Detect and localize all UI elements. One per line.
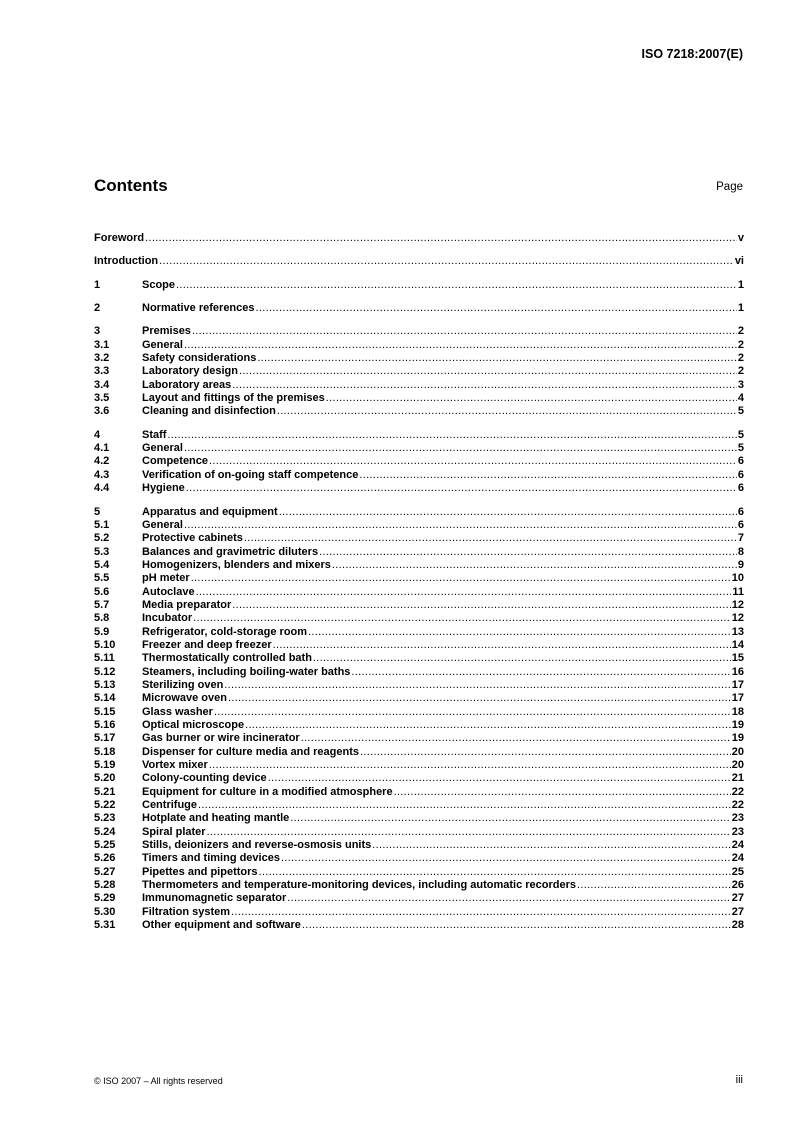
toc-dot-leader bbox=[167, 429, 736, 442]
toc-entry-page: 2 bbox=[737, 338, 744, 351]
toc-entry-number: 3.2 bbox=[94, 352, 110, 365]
toc-entry-page: 17 bbox=[731, 692, 744, 705]
toc-dot-leader bbox=[192, 325, 737, 338]
toc-entry-number: 4.2 bbox=[94, 455, 110, 468]
toc-dot-leader bbox=[239, 365, 737, 378]
toc-entry-title: Layout and fittings of the premises bbox=[142, 392, 325, 405]
toc-dot-leader bbox=[308, 626, 731, 639]
toc-entry-title: Sterilizing oven bbox=[142, 678, 224, 691]
toc-entry-title: General bbox=[142, 338, 183, 351]
toc-entry-title: Thermometers and temperature-monitoring devices, including automatic recorders bbox=[142, 879, 576, 892]
toc-dot-leader bbox=[228, 692, 731, 705]
toc-dot-leader bbox=[209, 759, 731, 772]
toc-entry-page: 20 bbox=[731, 759, 744, 772]
toc-entry-title: Freezer and deep freezer bbox=[142, 638, 272, 651]
toc-entry-number: 5.10 bbox=[94, 638, 116, 651]
toc-entry-page: 13 bbox=[731, 625, 744, 638]
toc-entry-title: Thermostatically controlled bath bbox=[142, 652, 312, 665]
toc-entry-page: 4 bbox=[737, 392, 744, 405]
toc-entry-page: 5 bbox=[737, 405, 744, 418]
toc-entry-title: Scope bbox=[142, 278, 176, 291]
toc-entry-page: 1 bbox=[737, 278, 744, 291]
toc-entry-title: Autoclave bbox=[142, 585, 195, 598]
toc-entry-page: 6 bbox=[737, 468, 744, 481]
toc-entry[interactable] bbox=[94, 599, 744, 612]
toc-entry-page: 24 bbox=[731, 839, 744, 852]
toc-entry-page: 12 bbox=[731, 598, 744, 611]
toc-entry-number: 5.13 bbox=[94, 678, 116, 691]
toc-dot-leader bbox=[268, 772, 731, 785]
toc-entry-number: 5.31 bbox=[94, 919, 116, 932]
toc-entry-number: 3.5 bbox=[94, 392, 110, 405]
toc-entry-page: 22 bbox=[731, 785, 744, 798]
toc-dot-leader bbox=[577, 879, 731, 892]
toc-entry[interactable] bbox=[94, 826, 744, 839]
toc-entry-title: Centrifuge bbox=[142, 799, 197, 812]
toc-entry-number: 5.24 bbox=[94, 825, 116, 838]
toc-entry-title: Incubator bbox=[142, 612, 193, 625]
toc-entry[interactable] bbox=[94, 719, 744, 732]
toc-entry-title: Apparatus and equipment bbox=[142, 505, 278, 518]
toc-entry-number: 5.16 bbox=[94, 719, 116, 731]
toc-entry[interactable] bbox=[94, 852, 744, 865]
toc-entry-title: Steamers, including boiling-water baths bbox=[142, 665, 351, 678]
toc-entry-page: 11 bbox=[732, 585, 744, 598]
toc-dot-leader bbox=[277, 405, 737, 418]
toc-dot-leader bbox=[301, 732, 731, 745]
toc-entry-number: 5.3 bbox=[94, 545, 110, 558]
toc-entry-number: 5.1 bbox=[94, 518, 110, 531]
toc-entry-title: Optical microscope bbox=[142, 719, 245, 731]
toc-dot-leader bbox=[231, 906, 731, 919]
toc-entry[interactable] bbox=[94, 532, 744, 545]
toc-entry-title: Staff bbox=[142, 428, 167, 441]
toc-entry-title: Cleaning and disinfection bbox=[142, 405, 276, 418]
toc-dot-leader bbox=[351, 666, 730, 679]
toc-dot-leader bbox=[232, 379, 737, 392]
page-number: iii bbox=[735, 1074, 743, 1086]
toc-entry[interactable] bbox=[94, 639, 744, 652]
toc-dot-leader bbox=[159, 255, 734, 268]
toc-entry-number: 4.3 bbox=[94, 468, 110, 481]
toc-entry-page: 6 bbox=[737, 482, 744, 495]
toc-entry-number: 5.5 bbox=[94, 572, 110, 585]
toc-entry[interactable] bbox=[94, 365, 744, 378]
toc-dot-leader bbox=[281, 852, 731, 865]
toc-dot-leader bbox=[198, 799, 731, 812]
toc-entry-title: Timers and timing devices bbox=[142, 852, 280, 865]
toc-entry-number: 5.20 bbox=[94, 772, 116, 785]
toc-entry-title: Equipment for culture in a modified atmosphere bbox=[142, 785, 393, 798]
toc-entry-number: 4.1 bbox=[94, 442, 110, 455]
toc-entry-page: 25 bbox=[731, 865, 744, 878]
page-column-label: Page bbox=[716, 181, 743, 193]
toc-dot-leader bbox=[184, 519, 737, 532]
toc-dot-leader bbox=[302, 919, 731, 932]
toc-entry[interactable] bbox=[94, 692, 744, 705]
toc-dot-leader bbox=[326, 392, 737, 405]
toc-entry-number: 3.4 bbox=[94, 378, 110, 391]
toc-entry-number: 5.7 bbox=[94, 598, 110, 611]
toc-entry-page: 23 bbox=[731, 825, 744, 838]
toc-entry-title: Refrigerator, cold-storage room bbox=[142, 625, 308, 638]
toc-dot-leader bbox=[279, 506, 737, 519]
toc-entry-page: 19 bbox=[731, 719, 744, 731]
toc-entry[interactable] bbox=[94, 866, 744, 879]
toc-entry-title: Normative references bbox=[142, 302, 255, 315]
toc-entry-title: Hygiene bbox=[142, 482, 185, 495]
toc-entry-number: 3 bbox=[94, 325, 101, 338]
toc-entry-title: Stills, deionizers and reverse-osmosis units bbox=[142, 839, 372, 852]
toc-entry-page: 10 bbox=[731, 572, 744, 585]
toc-entry-page: 23 bbox=[731, 812, 744, 825]
toc-entry-number: 5.23 bbox=[94, 812, 116, 825]
toc-dot-leader bbox=[245, 719, 731, 732]
toc-entry-page: 14 bbox=[731, 638, 744, 651]
toc-entry[interactable] bbox=[94, 379, 744, 392]
toc-entry-page: 18 bbox=[731, 705, 744, 718]
toc-entry[interactable] bbox=[94, 892, 744, 905]
toc-entry[interactable] bbox=[94, 325, 744, 338]
toc-entry-page: 16 bbox=[731, 665, 744, 678]
toc-entry-page: v bbox=[737, 232, 744, 244]
toc-entry-number: 3.1 bbox=[94, 338, 110, 351]
toc-dot-leader bbox=[319, 546, 737, 559]
toc-entry-title: Vortex mixer bbox=[142, 759, 208, 772]
toc-entry[interactable] bbox=[94, 812, 744, 825]
toc-entry-page: 27 bbox=[731, 905, 744, 918]
toc-entry-title: Filtration system bbox=[142, 905, 231, 918]
toc-entry-number: 1 bbox=[94, 278, 101, 291]
toc-entry[interactable] bbox=[94, 919, 744, 932]
toc-entry-number: 5.25 bbox=[94, 839, 116, 852]
toc-entry[interactable] bbox=[94, 232, 744, 245]
toc-entry[interactable] bbox=[94, 469, 744, 482]
toc-entry[interactable] bbox=[94, 652, 744, 665]
toc-dot-leader bbox=[273, 639, 731, 652]
toc-dot-leader bbox=[184, 442, 737, 455]
toc-entry-title: Laboratory areas bbox=[142, 378, 232, 391]
toc-entry-number: 5.15 bbox=[94, 705, 116, 718]
toc-entry-title: Premises bbox=[142, 325, 191, 338]
toc-dot-leader bbox=[332, 559, 737, 572]
toc-entry-number: 2 bbox=[94, 302, 101, 315]
toc-entry-number: 5.8 bbox=[94, 612, 110, 625]
toc-entry-number: 5.22 bbox=[94, 799, 116, 812]
toc-entry[interactable] bbox=[94, 906, 744, 919]
toc-entry-page: 21 bbox=[731, 772, 744, 785]
toc-dot-leader bbox=[176, 279, 737, 292]
toc-dot-leader bbox=[209, 455, 737, 468]
toc-entry-page: 9 bbox=[737, 558, 744, 571]
toc-dot-leader bbox=[214, 706, 731, 719]
toc-entry-number: 5 bbox=[94, 505, 101, 518]
toc-entry-page: 6 bbox=[737, 518, 744, 531]
toc-entry[interactable] bbox=[94, 786, 744, 799]
toc-entry-title: Dispenser for culture media and reagents bbox=[142, 745, 360, 758]
toc-entry-number: 5.26 bbox=[94, 852, 116, 865]
toc-entry-title: General bbox=[142, 442, 183, 455]
toc-entry-number: 3.3 bbox=[94, 365, 110, 378]
toc-entry[interactable] bbox=[94, 666, 744, 679]
toc-entry[interactable] bbox=[94, 339, 744, 352]
toc-dot-leader bbox=[256, 302, 737, 315]
toc-entry[interactable] bbox=[94, 279, 744, 292]
toc-entry-page: 20 bbox=[731, 745, 744, 758]
toc-entry-page: 24 bbox=[731, 852, 744, 865]
toc-entry-number: 5.17 bbox=[94, 732, 116, 745]
toc-entry-number: 5.21 bbox=[94, 785, 116, 798]
toc-entry-number: 5.6 bbox=[94, 585, 110, 598]
toc-dot-leader bbox=[290, 812, 730, 825]
toc-entry-number: 3.6 bbox=[94, 405, 110, 418]
toc-dot-leader bbox=[224, 679, 730, 692]
toc-dot-leader bbox=[359, 469, 737, 482]
toc-entry[interactable] bbox=[94, 506, 744, 519]
toc-entry-title: Verification of on-going staff competence bbox=[142, 468, 359, 481]
toc-entry[interactable] bbox=[94, 612, 744, 625]
document-identifier: ISO 7218:2007(E) bbox=[641, 47, 743, 61]
toc-entry-page: 15 bbox=[731, 652, 744, 665]
toc-entry-title: Microwave oven bbox=[142, 692, 227, 705]
toc-entry[interactable] bbox=[94, 626, 744, 639]
toc-entry[interactable] bbox=[94, 839, 744, 852]
toc-entry-number: 4 bbox=[94, 428, 101, 441]
toc-entry-number: 5.18 bbox=[94, 745, 116, 758]
toc-entry-page: 6 bbox=[737, 455, 744, 468]
toc-entry-number: 5.9 bbox=[94, 625, 110, 638]
table-of-contents bbox=[94, 232, 744, 933]
toc-entry[interactable] bbox=[94, 405, 744, 418]
toc-dot-leader bbox=[193, 612, 731, 625]
toc-entry-number: 5.2 bbox=[94, 532, 110, 545]
toc-entry[interactable] bbox=[94, 546, 744, 559]
toc-entry[interactable] bbox=[94, 799, 744, 812]
toc-entry-page: 12 bbox=[731, 612, 744, 625]
toc-entry-title: Other equipment and software bbox=[142, 919, 301, 932]
toc-entry[interactable] bbox=[94, 879, 744, 892]
toc-entry-title: Media preparator bbox=[142, 598, 232, 611]
toc-entry-page: 5 bbox=[737, 428, 744, 441]
toc-entry-page: 19 bbox=[731, 732, 744, 745]
toc-dot-leader bbox=[184, 339, 737, 352]
toc-dot-leader bbox=[257, 352, 737, 365]
toc-dot-leader bbox=[196, 586, 732, 599]
toc-entry-page: 3 bbox=[737, 378, 744, 391]
toc-dot-leader bbox=[313, 652, 731, 665]
toc-entry-title: Laboratory design bbox=[142, 365, 238, 378]
toc-entry[interactable] bbox=[94, 482, 744, 495]
copyright-notice: © ISO 2007 – All rights reserved bbox=[94, 1076, 223, 1086]
toc-entry-page: 8 bbox=[737, 545, 744, 558]
toc-dot-leader bbox=[191, 572, 731, 585]
toc-entry[interactable] bbox=[94, 429, 744, 442]
toc-dot-leader bbox=[186, 482, 737, 495]
toc-entry[interactable] bbox=[94, 352, 744, 365]
toc-entry[interactable] bbox=[94, 679, 744, 692]
toc-entry-page: 7 bbox=[737, 532, 744, 545]
toc-dot-leader bbox=[259, 866, 731, 879]
toc-entry[interactable] bbox=[94, 572, 744, 585]
toc-entry[interactable] bbox=[94, 442, 744, 455]
toc-entry-page: 2 bbox=[737, 365, 744, 378]
toc-entry-number: 5.28 bbox=[94, 879, 116, 892]
toc-entry[interactable] bbox=[94, 455, 744, 468]
toc-entry-number: 4.4 bbox=[94, 482, 110, 495]
toc-entry-number: 5.4 bbox=[94, 558, 110, 571]
toc-entry-number: 5.11 bbox=[94, 652, 115, 665]
toc-entry-title: Foreword bbox=[94, 232, 145, 244]
toc-entry-title: Glass washer bbox=[142, 705, 213, 718]
toc-entry-title: pH meter bbox=[142, 572, 190, 585]
toc-entry-title: Competence bbox=[142, 455, 209, 468]
toc-dot-leader bbox=[360, 746, 731, 759]
toc-entry-title: General bbox=[142, 518, 183, 531]
toc-entry-page: 5 bbox=[737, 442, 744, 455]
toc-entry-page: 27 bbox=[731, 892, 744, 905]
toc-entry-page: 1 bbox=[737, 302, 744, 315]
toc-entry-number: 5.12 bbox=[94, 665, 116, 678]
toc-entry-number: 5.19 bbox=[94, 759, 116, 772]
contents-heading: Contents bbox=[94, 176, 168, 195]
toc-entry-title: Hotplate and heating mantle bbox=[142, 812, 290, 825]
toc-entry-page: 17 bbox=[731, 678, 744, 691]
toc-entry-number: 5.14 bbox=[94, 692, 116, 705]
toc-entry-title: Introduction bbox=[94, 255, 159, 268]
toc-entry-title: Protective cabinets bbox=[142, 532, 243, 545]
toc-entry-page: 6 bbox=[737, 505, 744, 518]
toc-entry[interactable] bbox=[94, 706, 744, 719]
toc-dot-leader bbox=[394, 786, 731, 799]
toc-entry-number: 5.30 bbox=[94, 905, 116, 918]
toc-dot-leader bbox=[207, 826, 731, 839]
toc-entry[interactable] bbox=[94, 559, 744, 572]
toc-dot-leader bbox=[287, 892, 730, 905]
toc-entry-number: 5.27 bbox=[94, 865, 116, 878]
toc-dot-leader bbox=[372, 839, 731, 852]
toc-dot-leader bbox=[145, 232, 737, 245]
toc-entry[interactable] bbox=[94, 586, 744, 599]
toc-entry-title: Gas burner or wire incinerator bbox=[142, 732, 300, 745]
toc-entry-page: 22 bbox=[731, 799, 744, 812]
toc-entry[interactable] bbox=[94, 759, 744, 772]
toc-entry-title: Spiral plater bbox=[142, 825, 206, 838]
toc-entry-title: Safety considerations bbox=[142, 352, 257, 365]
toc-entry-title: Pipettes and pipettors bbox=[142, 865, 258, 878]
toc-entry-title: Homogenizers, blenders and mixers bbox=[142, 558, 331, 571]
toc-entry-page: 26 bbox=[731, 879, 744, 892]
toc-dot-leader bbox=[232, 599, 731, 612]
toc-entry[interactable] bbox=[94, 732, 744, 745]
toc-entry-title: Balances and gravimetric diluters bbox=[142, 545, 319, 558]
toc-dot-leader bbox=[244, 532, 737, 545]
toc-entry[interactable] bbox=[94, 519, 744, 532]
toc-entry[interactable] bbox=[94, 772, 744, 785]
toc-entry-number: 5.29 bbox=[94, 892, 116, 905]
toc-entry-page: 2 bbox=[737, 352, 744, 365]
toc-entry[interactable] bbox=[94, 746, 744, 759]
toc-entry[interactable] bbox=[94, 392, 744, 405]
toc-entry[interactable] bbox=[94, 255, 744, 268]
toc-entry-title: Colony-counting device bbox=[142, 772, 267, 785]
toc-entry-page: 28 bbox=[731, 919, 744, 932]
toc-entry-title: Immunomagnetic separator bbox=[142, 892, 287, 905]
toc-entry[interactable] bbox=[94, 302, 744, 315]
toc-entry-page: vi bbox=[734, 255, 744, 268]
toc-entry-page: 2 bbox=[737, 325, 744, 338]
